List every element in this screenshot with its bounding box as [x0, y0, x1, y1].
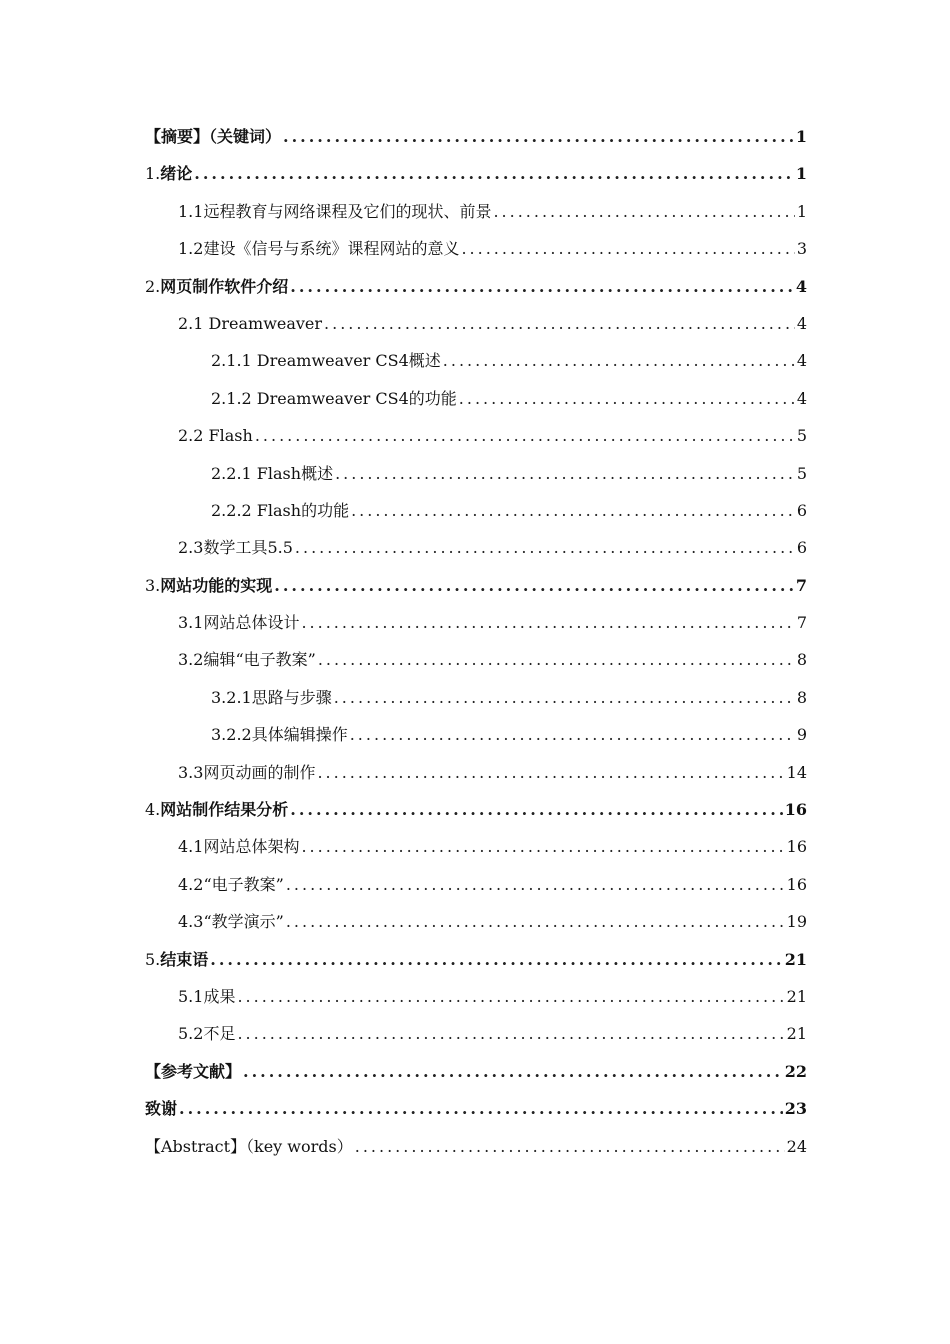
toc-entry[interactable]: [145, 118, 807, 155]
toc-entry[interactable]: [145, 941, 807, 978]
toc-entry-label: 3.2.1思路与步骤: [211, 687, 332, 707]
toc-dot-leader: [286, 866, 785, 903]
toc-dot-leader: [290, 268, 794, 305]
toc-entry-label: 5.1成果: [178, 986, 236, 1006]
toc-entry-label: 【Abstract】（key words）: [145, 1136, 353, 1156]
toc-entry[interactable]: [145, 641, 807, 678]
toc-entry-page-number: 21: [784, 949, 807, 969]
toc-dot-leader: [286, 903, 785, 940]
toc-dot-leader: [335, 455, 795, 492]
toc-entry[interactable]: [145, 492, 807, 529]
toc-entry[interactable]: [145, 679, 807, 716]
toc-entry-page-number: 14: [786, 762, 807, 782]
toc-entry-page-number: 16: [786, 837, 807, 857]
toc-entry-page-number: 23: [784, 1099, 807, 1119]
toc-dot-leader: [324, 305, 795, 342]
toc-entry-label: 2.2.1 Flash概述: [211, 463, 334, 483]
toc-dot-leader: [237, 1015, 784, 1052]
toc-entry-page-number: 21: [786, 986, 807, 1006]
toc-entry-number: 3.: [145, 575, 161, 595]
toc-dot-leader: [355, 1128, 785, 1165]
toc-entry[interactable]: [145, 417, 807, 454]
toc-entry[interactable]: [145, 1015, 807, 1052]
toc-entry-page-number: 8: [796, 650, 807, 670]
toc-entry[interactable]: [145, 529, 807, 566]
toc-entry[interactable]: [145, 155, 807, 192]
toc-entry[interactable]: [145, 380, 807, 417]
toc-entry-label: 3.2.2具体编辑操作: [211, 725, 348, 745]
toc-dot-leader: [179, 1090, 783, 1127]
toc-entry-number: 1.: [145, 164, 161, 184]
toc-entry-page-number: 1: [795, 164, 807, 184]
toc-entry-number: 4.: [145, 800, 161, 820]
toc-entry[interactable]: [145, 716, 807, 753]
toc-entry-label: 4.3“教学演示”: [178, 912, 284, 932]
toc-entry-page-number: 8: [796, 687, 807, 707]
toc-dot-leader: [317, 754, 784, 791]
toc-dot-leader: [243, 1053, 783, 1090]
toc-dot-leader: [194, 155, 794, 192]
toc-dot-leader: [351, 492, 795, 529]
toc-entry-label: 2.1.1 Dreamweaver CS4概述: [211, 351, 441, 371]
toc-dot-leader: [255, 417, 795, 454]
toc-entry[interactable]: [145, 567, 807, 604]
toc-entry-label: 2.3数学工具5.5: [178, 538, 293, 558]
toc-entry-page-number: 1: [796, 201, 807, 221]
toc-entry-page-number: 5: [796, 463, 807, 483]
toc-dot-leader: [301, 828, 784, 865]
toc-entry[interactable]: [145, 791, 807, 828]
toc-entry[interactable]: [145, 1053, 807, 1090]
table-of-contents: [145, 118, 807, 1165]
toc-entry-label: 网页制作软件介绍: [160, 276, 289, 296]
toc-dot-leader: [350, 716, 795, 753]
toc-entry[interactable]: [145, 1128, 807, 1165]
toc-entry-page-number: 4: [796, 351, 807, 371]
toc-entry[interactable]: [145, 604, 807, 641]
toc-entry-page-number: 19: [786, 912, 807, 932]
toc-entry[interactable]: [145, 903, 807, 940]
toc-entry[interactable]: [145, 978, 807, 1015]
toc-entry-label: 5.2不足: [178, 1024, 236, 1044]
toc-entry-label: 致谢: [145, 1099, 178, 1119]
toc-entry[interactable]: [145, 305, 807, 342]
toc-entry-page-number: 22: [784, 1061, 807, 1081]
toc-dot-leader: [493, 193, 794, 230]
toc-entry-number: 2.: [145, 276, 161, 296]
toc-entry-label: 网站制作结果分析: [160, 800, 289, 820]
toc-dot-leader: [295, 529, 795, 566]
toc-entry-label: 【参考文献】: [145, 1061, 242, 1081]
toc-entry-label: 3.2编辑“电子教案”: [178, 650, 316, 670]
toc-entry[interactable]: [145, 828, 807, 865]
toc-entry-page-number: 5: [796, 426, 807, 446]
toc-dot-leader: [318, 641, 795, 678]
toc-entry[interactable]: [145, 268, 807, 305]
toc-entry-label: 3.3网页动画的制作: [178, 762, 316, 782]
toc-entry-label: 2.2.2 Flash的功能: [211, 500, 350, 520]
toc-entry-label: 3.1网站总体设计: [178, 613, 300, 633]
toc-entry[interactable]: [145, 193, 807, 230]
toc-dot-leader: [274, 567, 794, 604]
toc-entry-page-number: 3: [796, 239, 807, 259]
toc-entry-page-number: 6: [796, 500, 807, 520]
toc-dot-leader: [301, 604, 794, 641]
toc-entry-page-number: 4: [795, 276, 807, 296]
toc-entry-label: 【摘要】（关键词）: [145, 127, 282, 146]
toc-entry-number: 5.: [145, 949, 161, 969]
toc-entry[interactable]: [145, 866, 807, 903]
toc-dot-leader: [210, 941, 782, 978]
toc-entry-label: 1.1远程教育与网络课程及它们的现状、前景: [178, 201, 492, 221]
toc-dot-leader: [237, 978, 784, 1015]
toc-entry-page-number: 16: [784, 800, 807, 820]
toc-entry-page-number: 9: [796, 725, 807, 745]
toc-entry-label: 1.2建设《信号与系统》课程网站的意义: [178, 239, 460, 259]
toc-entry-label: 网站功能的实现: [160, 575, 273, 595]
toc-entry-label: 2.1 Dreamweaver: [178, 313, 323, 333]
toc-dot-leader: [290, 791, 782, 828]
toc-entry-page-number: 7: [795, 575, 807, 595]
toc-entry-page-number: 4: [796, 313, 807, 333]
toc-entry-label: 4.2“电子教案”: [178, 874, 284, 894]
toc-entry-page-number: 4: [796, 388, 807, 408]
toc-entry[interactable]: [145, 230, 807, 267]
toc-entry-page-number: 21: [786, 1024, 807, 1044]
toc-dot-leader: [283, 118, 794, 155]
toc-entry[interactable]: [145, 342, 807, 379]
toc-entry-page-number: 7: [796, 613, 807, 633]
toc-entry[interactable]: [145, 754, 807, 791]
toc-entry-label: 2.1.2 Dreamweaver CS4的功能: [211, 388, 457, 408]
toc-entry-page-number: 1: [795, 127, 807, 146]
toc-entry-page-number: 24: [786, 1136, 807, 1156]
toc-entry[interactable]: [145, 1090, 807, 1127]
toc-entry-page-number: 16: [786, 874, 807, 894]
toc-dot-leader: [443, 342, 795, 379]
toc-entry-label: 结束语: [160, 949, 209, 969]
toc-dot-leader: [334, 679, 795, 716]
toc-entry[interactable]: [145, 455, 807, 492]
toc-entry-page-number: 6: [796, 538, 807, 558]
toc-dot-leader: [459, 380, 795, 417]
toc-entry-label: 2.2 Flash: [178, 426, 253, 446]
toc-entry-label: 绪论: [160, 164, 193, 184]
toc-dot-leader: [461, 230, 794, 267]
toc-entry-label: 4.1网站总体架构: [178, 837, 300, 857]
